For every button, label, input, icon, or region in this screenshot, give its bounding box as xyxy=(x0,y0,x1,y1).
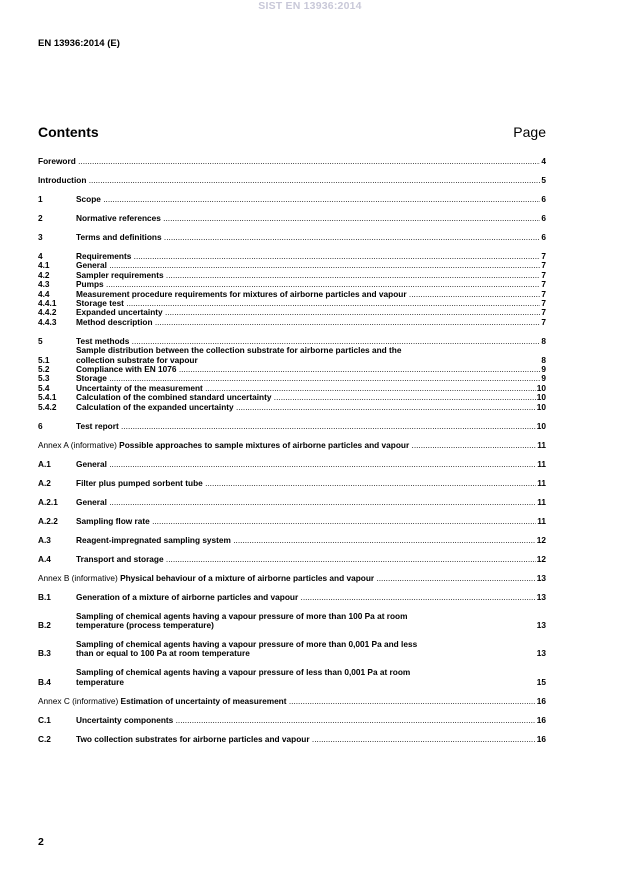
toc-entry-page: 10 xyxy=(536,392,546,403)
toc-entry-number: B.3 xyxy=(38,648,51,659)
toc-entry-number: 4.4.2 xyxy=(38,307,57,318)
toc-entry-title xyxy=(76,214,540,223)
toc-entry-page: 7 xyxy=(541,260,546,271)
toc-entry-page: 16 xyxy=(536,733,546,744)
toc-entry-text: Requirements xyxy=(76,252,132,261)
toc-entry-text: Scope xyxy=(76,195,101,204)
toc-entry-text: Compliance with EN 1076 xyxy=(76,365,177,375)
toc-entry-title-line1: Sampling of chemical agents having a vapour pressure of more than 0,001 Pa and less xyxy=(76,640,418,650)
toc-entry-page: 11 xyxy=(537,458,546,469)
toc-entry-number: 4.4 xyxy=(38,288,50,299)
toc-entry[interactable] xyxy=(38,612,546,631)
toc-entry-text: Measurement procedure requirements for mixtures of airborne particles and vapour xyxy=(76,289,407,299)
toc-entry[interactable] xyxy=(38,479,546,488)
toc-entry-number: A.2.1 xyxy=(38,496,58,507)
toc-entry-page: 11 xyxy=(537,515,546,526)
toc-entry-text: General xyxy=(76,497,107,507)
toc-entry-title xyxy=(76,271,540,280)
toc-entry-text: General xyxy=(76,459,107,469)
toc-annex-label: Annex C (informative) xyxy=(38,696,121,706)
toc-entry-number: 5.4.2 xyxy=(38,401,57,412)
toc-entry-number: 4 xyxy=(38,251,43,261)
toc-entry[interactable] xyxy=(38,299,546,308)
contents-heading: Contents xyxy=(38,124,99,140)
toc-entry-page: 8 xyxy=(541,335,546,346)
toc-entry-number: 2 xyxy=(38,213,43,223)
toc-entry-page: 11 xyxy=(537,496,546,507)
toc-entry-page: 11 xyxy=(537,477,546,488)
toc-entry-title xyxy=(76,384,536,393)
toc-entry[interactable] xyxy=(38,393,546,402)
toc-entry-text: Two collection substrates for airborne particles and vapour xyxy=(76,734,310,744)
toc-entry-page: 16 xyxy=(536,714,546,725)
toc-entry-title xyxy=(76,498,536,507)
toc-entry-page: 13 xyxy=(536,591,546,602)
toc-entry-text: Test methods xyxy=(76,336,130,346)
toc-entry-page: 10 xyxy=(536,420,546,431)
toc-entry[interactable] xyxy=(38,195,546,204)
toc-entry-title xyxy=(76,612,536,631)
toc-entry-text: Calculation of the combined standard uncertainty xyxy=(76,393,272,403)
toc-entry-number: 3 xyxy=(38,232,43,242)
toc-entry-title xyxy=(76,479,536,488)
toc-entry[interactable] xyxy=(38,735,546,744)
toc-entry-title xyxy=(76,252,540,261)
toc-entry-text: Expanded uncertainty xyxy=(76,308,163,318)
toc-entry[interactable] xyxy=(38,441,546,450)
toc-entry-text: Possible approaches to sample mixtures of airborne particles and vapour xyxy=(119,440,410,450)
toc-entry[interactable] xyxy=(38,337,546,346)
toc-entry-number: 5 xyxy=(38,335,43,346)
toc-entry-title xyxy=(76,517,536,526)
toc-entry-title xyxy=(76,640,536,659)
toc-entry[interactable] xyxy=(38,517,546,526)
toc-entry-number: 5.2 xyxy=(38,364,50,375)
toc-entry-page: 10 xyxy=(536,401,546,412)
toc-entry-number: 4.2 xyxy=(38,269,50,280)
toc-entry-page: 9 xyxy=(541,364,546,375)
toc-entry-number: 5.3 xyxy=(38,373,50,384)
toc-entry-title xyxy=(38,697,536,706)
toc-entry-title xyxy=(76,536,536,545)
toc-entry-number: A.1 xyxy=(38,458,51,469)
toc-entry-page: 13 xyxy=(536,620,546,631)
toc-entry-page: 6 xyxy=(541,213,546,223)
toc-entry-text: collection substrate for vapour xyxy=(76,354,198,365)
toc-entry-title xyxy=(76,337,540,346)
toc-entry-page: 11 xyxy=(537,439,546,450)
toc-entry-page: 12 xyxy=(536,534,546,545)
toc-entry-title xyxy=(76,233,540,242)
toc-entry-number: 5.1 xyxy=(38,354,50,365)
toc-entry-title xyxy=(76,593,536,602)
toc-entry[interactable] xyxy=(38,460,546,469)
toc-entry-title-line1: Sample distribution between the collection substrate for airborne particles and the xyxy=(76,346,402,356)
toc-entry-number: B.4 xyxy=(38,676,51,687)
toc-entry-title xyxy=(76,716,536,725)
toc-entry-text: Terms and definitions xyxy=(76,233,162,242)
toc-entry-title xyxy=(76,735,536,744)
toc-entry-text: Filter plus pumped sorbent tube xyxy=(76,478,203,488)
toc-entry-page: 7 xyxy=(541,298,546,309)
toc-entry[interactable] xyxy=(38,280,546,289)
toc-entry-number: 4.1 xyxy=(38,260,50,271)
toc-entry[interactable] xyxy=(38,697,546,706)
toc-entry-title xyxy=(76,668,536,687)
toc-entry[interactable] xyxy=(38,403,546,412)
toc-entry[interactable] xyxy=(38,176,546,185)
toc-entry-number: A.2.2 xyxy=(38,515,58,526)
toc-entry-title xyxy=(76,308,540,317)
toc-entry-number: C.1 xyxy=(38,714,51,725)
toc-entry-title xyxy=(76,346,540,365)
toc-entry[interactable] xyxy=(38,365,546,374)
toc-entry[interactable] xyxy=(38,536,546,545)
toc-entry-text: Introduction xyxy=(38,176,87,185)
watermark: SIST EN 13936:2014 xyxy=(258,0,362,12)
document-id: EN 13936:2014 (E) xyxy=(38,38,120,49)
toc-entry-page: 15 xyxy=(536,676,546,687)
toc-entry-page: 13 xyxy=(536,648,546,659)
toc-entry-text: Test report xyxy=(76,421,119,431)
toc-entry-title xyxy=(38,441,536,450)
toc-entry[interactable] xyxy=(38,290,546,299)
toc-entry-title xyxy=(76,403,536,412)
toc-entry-page: 6 xyxy=(541,232,546,242)
toc-entry-text: Calculation of the expanded uncertainty xyxy=(76,402,234,412)
toc-annex-label: Annex B (informative) xyxy=(38,573,121,583)
toc-entry-number: C.2 xyxy=(38,733,51,744)
toc-entry[interactable] xyxy=(38,318,546,327)
toc-entry-page: 7 xyxy=(541,251,546,261)
toc-entry-text: Reagent-impregnated sampling system xyxy=(76,535,231,545)
toc-entry-page: 10 xyxy=(536,382,546,393)
toc-entry-title xyxy=(76,261,540,270)
toc-entry-text: Transport and storage xyxy=(76,554,164,564)
toc-entry-text: Estimation of uncertainty of measurement xyxy=(120,696,287,706)
toc-entry[interactable] xyxy=(38,157,546,166)
toc-entry-title xyxy=(76,374,540,383)
toc-entry-text: Method description xyxy=(76,317,153,327)
toc-entry-text: Sampling flow rate xyxy=(76,516,150,526)
toc-entry-title-line1: Sampling of chemical agents having a vapour pressure of less than 0,001 Pa at room xyxy=(76,668,411,678)
toc-entry-page: 7 xyxy=(541,288,546,299)
toc-entry-page: 9 xyxy=(541,373,546,384)
toc-entry[interactable] xyxy=(38,261,546,270)
page-number: 2 xyxy=(38,836,44,848)
toc-entry-title xyxy=(76,195,540,204)
page-column-label: Page xyxy=(513,124,546,140)
toc-entry-title xyxy=(76,290,540,299)
toc-entry-text: Generation of a mixture of airborne particles and vapour xyxy=(76,592,299,602)
table-of-contents xyxy=(38,157,546,744)
toc-entry-page: 16 xyxy=(536,695,546,706)
toc-entry[interactable] xyxy=(38,716,546,725)
toc-entry-title xyxy=(76,422,536,431)
toc-entry-title xyxy=(76,393,536,402)
toc-entry-number: 1 xyxy=(38,194,43,204)
toc-entry[interactable] xyxy=(38,346,546,365)
toc-entry-text: Normative references xyxy=(76,214,161,223)
toc-entry-number: 4.4.1 xyxy=(38,298,57,309)
toc-entry-number: B.1 xyxy=(38,591,51,602)
toc-entry[interactable] xyxy=(38,574,546,583)
toc-entry-page: 7 xyxy=(541,279,546,290)
toc-entry-number: 6 xyxy=(38,420,43,431)
toc-entry-title xyxy=(76,299,540,308)
toc-entry-number: 4.3 xyxy=(38,279,50,290)
toc-entry-text: Storage test xyxy=(76,299,124,309)
toc-entry-number: 5.4.1 xyxy=(38,392,57,403)
toc-entry-text: Uncertainty components xyxy=(76,715,174,725)
toc-entry-text: Storage xyxy=(76,374,107,384)
toc-entry-number: A.4 xyxy=(38,553,51,564)
toc-entry[interactable] xyxy=(38,233,546,242)
toc-annex-label: Annex A (informative) xyxy=(38,440,120,450)
toc-entry-title xyxy=(76,365,540,374)
toc-entry[interactable] xyxy=(38,593,546,602)
toc-entry[interactable] xyxy=(38,214,546,223)
toc-entry-title-line1: Sampling of chemical agents having a vapour pressure of more than 100 Pa at room xyxy=(76,611,408,621)
toc-entry-title xyxy=(76,318,540,327)
toc-entry[interactable] xyxy=(38,252,546,261)
toc-entry-page: 8 xyxy=(541,354,546,365)
toc-entry-number: 5.4 xyxy=(38,382,50,393)
toc-entry-number: A.2 xyxy=(38,477,51,488)
toc-entry[interactable] xyxy=(38,498,546,507)
toc-entry-title xyxy=(38,176,540,185)
toc-entry-page: 4 xyxy=(541,156,546,166)
toc-entry-number: 4.4.3 xyxy=(38,316,57,327)
toc-entry-text: General xyxy=(76,261,107,271)
toc-entry-number: A.3 xyxy=(38,534,51,545)
toc-entry[interactable] xyxy=(38,422,546,431)
toc-entry-text: Uncertainty of the measurement xyxy=(76,383,203,393)
toc-entry-text: temperature (process temperature) xyxy=(76,620,214,631)
toc-entry-title xyxy=(38,574,536,583)
toc-entry-page: 6 xyxy=(541,194,546,204)
toc-entry-text: Sampler requirements xyxy=(76,270,164,280)
toc-entry[interactable] xyxy=(38,271,546,280)
toc-entry[interactable] xyxy=(38,308,546,317)
toc-entry-page: 7 xyxy=(541,316,546,327)
toc-entry-page: 7 xyxy=(541,307,546,318)
toc-entry-text: temperature xyxy=(76,676,124,687)
toc-entry[interactable] xyxy=(38,555,546,564)
toc-entry-title xyxy=(76,555,536,564)
toc-entry-text: than or equal to 100 Pa at room temperature xyxy=(76,648,250,659)
toc-entry-text: Physical behaviour of a mixture of airborne particles and vapour xyxy=(120,573,375,583)
toc-entry-title xyxy=(76,460,536,469)
toc-entry[interactable] xyxy=(38,668,546,687)
toc-entry[interactable] xyxy=(38,640,546,659)
toc-entry-text: Foreword xyxy=(38,157,76,166)
toc-entry-title xyxy=(38,157,540,166)
toc-entry-page: 5 xyxy=(541,175,546,185)
toc-entry-number: B.2 xyxy=(38,620,51,631)
toc-entry-page: 7 xyxy=(541,269,546,280)
toc-entry-title xyxy=(76,280,540,289)
toc-entry[interactable] xyxy=(38,384,546,393)
toc-entry[interactable] xyxy=(38,374,546,383)
toc-entry-text: Pumps xyxy=(76,280,104,290)
toc-entry-page: 12 xyxy=(536,553,546,564)
toc-entry-page: 13 xyxy=(536,572,546,583)
